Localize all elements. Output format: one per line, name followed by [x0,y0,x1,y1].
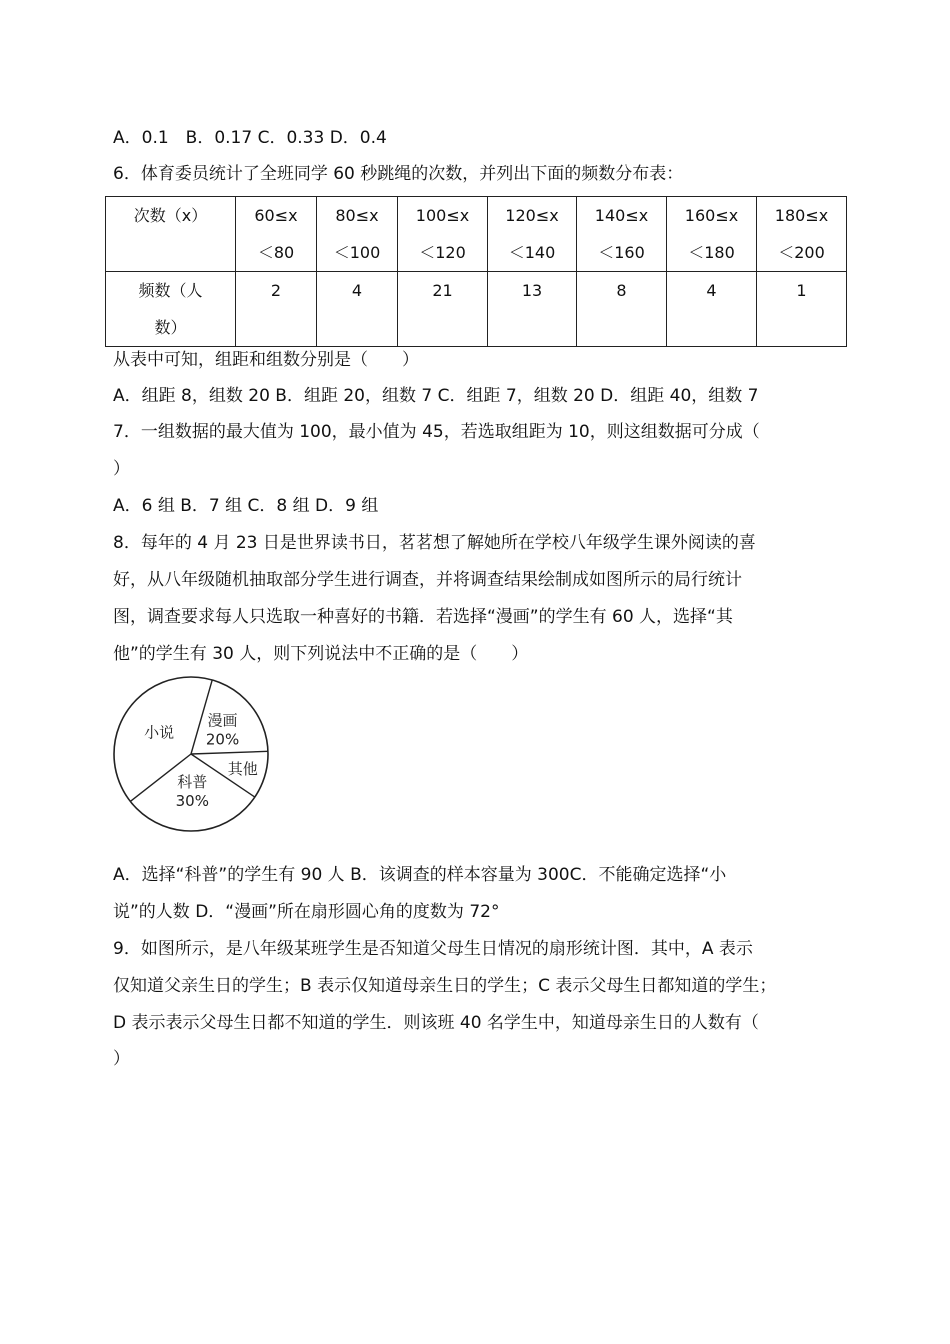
table-header-cell: 次数（x） [106,197,236,272]
pie-chart [112,675,272,835]
table-header-cell: 频数（人 数） [106,272,236,347]
table-cell: 21 [398,272,488,347]
frequency-table [105,196,847,347]
table-cell: 140≤x ＜160 [577,197,667,272]
table-row [106,197,847,272]
table-cell: 80≤x ＜100 [317,197,398,272]
table-cell: 160≤x ＜180 [667,197,757,272]
q9-line-4: ） [113,1049,130,1069]
q8-options-line-2: 说”的人数 D．“漫画”所在扇形圆心角的度数为 72° [113,902,500,922]
table-cell: 13 [488,272,577,347]
table-cell: 180≤x ＜200 [757,197,847,272]
q6-question: 从表中可知，组距和组数分别是（ ） [113,350,419,370]
table-cell: 100≤x ＜120 [398,197,488,272]
q9-line-1: 9．如图所示，是八年级某班学生是否知道父母生日情况的扇形统计图．其中，A 表示 [113,939,753,959]
q6-stem: 6．体育委员统计了全班同学 60 秒跳绳的次数，并列出下面的频数分布表： [113,164,684,184]
table-cell: 4 [667,272,757,347]
table-cell: 8 [577,272,667,347]
table-cell: 1 [757,272,847,347]
table-row [106,272,847,347]
q8-line-2: 好，从八年级随机抽取部分学生进行调查，并将调查结果绘制成如图所示的局行统计 [113,570,742,590]
pie-slice-label: 科普 [177,772,208,791]
q8-line-1: 8．每年的 4 月 23 日是世界读书日，茗茗想了解她所在学校八年级学生课外阅读的喜 [113,533,756,553]
pie-slice-percent: 30% [175,791,209,810]
pie-slice-percent: 20% [205,730,240,749]
q7-options: A．6 组 B．7 组 C．8 组 D．9 组 [113,496,379,516]
q7-stem-cont: ） [113,459,130,479]
q9-line-2: 仅知道父亲生日的学生；B 表示仅知道母亲生日的学生；C 表示父母生日都知道的学生； [113,976,777,996]
table-cell: 2 [236,272,317,347]
pie-slice-label: 小说 [144,723,175,742]
table-cell: 120≤x ＜140 [488,197,577,272]
q5-options: A．0.1 B．0.17 C．0.33 D．0.4 [113,128,387,148]
pie-slice-label: 漫画 [207,711,238,730]
q9-line-3: D 表示表示父母生日都不知道的学生．则该班 40 名学生中，知道母亲生日的人数有（ [113,1013,759,1033]
q8-options-line-1: A．选择“科普”的学生有 90 人 B．该调查的样本容量为 300C．不能确定选择“小 [113,865,727,885]
table-cell: 60≤x ＜80 [236,197,317,272]
table-cell: 4 [317,272,398,347]
q6-options: A．组距 8，组数 20 B．组距 20，组数 7 C．组距 7，组数 20 D．组距 40，组数 7 [113,386,759,406]
pie-slice-label: 其他 [227,759,258,778]
q8-line-3: 图，调查要求每人只选取一种喜好的书籍．若选择“漫画”的学生有 60 人，选择“其 [113,607,733,627]
q8-line-4: 他”的学生有 30 人，则下列说法中不正确的是（ ） [113,644,529,664]
q7-stem: 7．一组数据的最大值为 100，最小值为 45，若选取组距为 10，则这组数据可分成（ [113,422,760,442]
